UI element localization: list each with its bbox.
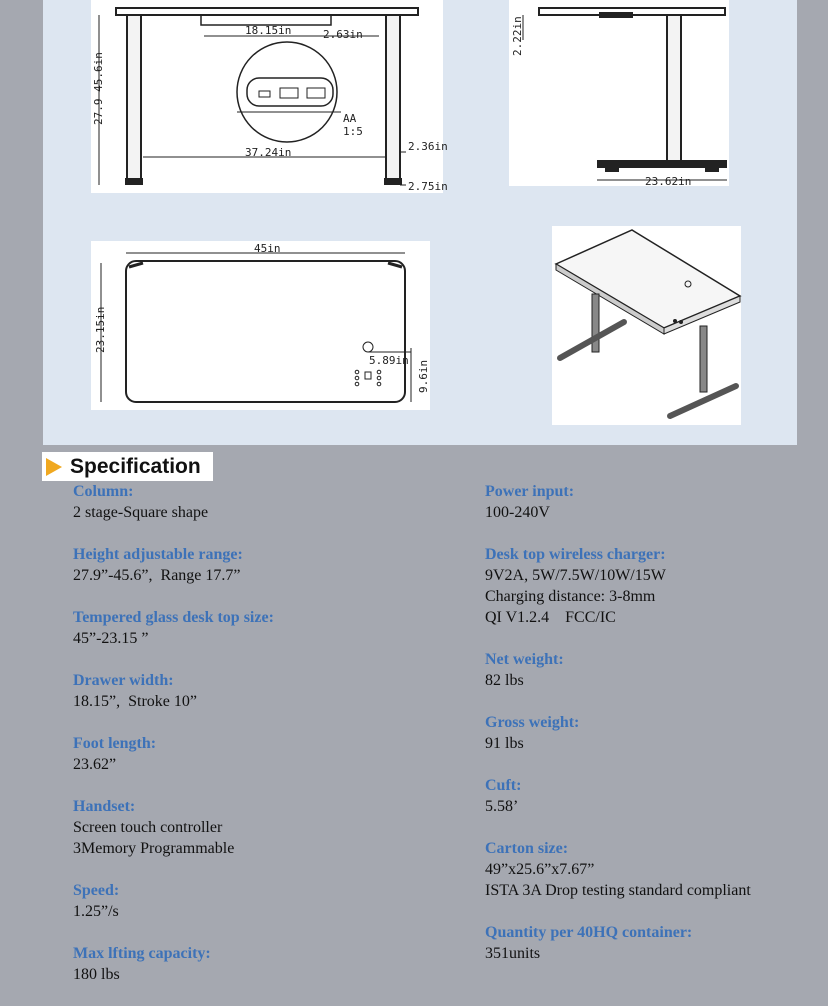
offset-y-label: 9.6in [417, 359, 430, 393]
spec-label: Desk top wireless charger: [485, 546, 666, 563]
spec-label: Carton size: [485, 840, 569, 857]
spec-net-weight [485, 649, 820, 691]
specs-right-column [485, 481, 820, 985]
spec-handset [73, 796, 463, 859]
spec-value: 82 lbs [485, 672, 524, 689]
spec-label: Foot length: [73, 735, 157, 752]
spec-height-range [73, 544, 463, 586]
drawer-width-label: 18.15in [245, 24, 292, 37]
spec-value: 100-240V [485, 504, 550, 521]
spec-label: Net weight: [485, 651, 564, 668]
spec-desk-top-size [73, 607, 463, 649]
spec-value: 180 lbs [73, 966, 120, 983]
side-foot-length-label: 23.62in [645, 175, 692, 188]
drawer-depth-label: 2.22in [511, 16, 524, 56]
spec-value: 5.58’ [485, 798, 519, 815]
spec-label: Max lfting capacity: [73, 945, 211, 962]
specification-heading [42, 452, 213, 481]
spec-cuft [485, 775, 820, 817]
spec-value: 91 lbs [485, 735, 524, 752]
spec-label: Column: [73, 483, 134, 500]
spec-value: ISTA 3A Drop testing standard compliant [485, 882, 751, 899]
spec-label: Handset: [73, 798, 136, 815]
spec-label: Drawer width: [73, 672, 174, 689]
front-view-drawing [91, 0, 448, 193]
leg-width-label: 2.36in [408, 140, 448, 153]
spec-label: Power input: [485, 483, 575, 500]
spec-carton-size [485, 838, 820, 901]
isometric-view-drawing [552, 226, 741, 425]
spec-label: Cuft: [485, 777, 522, 794]
spec-value: 18.15”, Stroke 10” [73, 693, 197, 710]
spec-column [73, 481, 463, 523]
spec-value: 351units [485, 945, 541, 962]
top-width-label: 45in [254, 242, 281, 255]
spec-value: QI V1.2.4 FCC/IC [485, 609, 616, 626]
leg-gap-label: 37.24in [245, 146, 292, 159]
top-depth-label: 23.15in [94, 306, 107, 353]
spec-power-input [485, 481, 820, 523]
spec-label: Quantity per 40HQ container: [485, 924, 693, 941]
drawer-offset-label: 2.63in [323, 28, 363, 41]
spec-drawer-width [73, 670, 463, 712]
spec-value: 1.25”/s [73, 903, 119, 920]
detail-scale: 1:5 [343, 125, 363, 138]
spec-label: Height adjustable range: [73, 546, 243, 563]
spec-value: 27.9”-45.6”, Range 17.7” [73, 567, 241, 584]
spec-foot-length [73, 733, 463, 775]
spec-value: 3Memory Programmable [73, 840, 235, 857]
spec-label: Speed: [73, 882, 120, 899]
spec-label: Gross weight: [485, 714, 580, 731]
side-view-drawing [509, 0, 729, 186]
spec-wireless-charger [485, 544, 820, 628]
specs-left-column [73, 481, 463, 1006]
spec-value: 45”-23.15 ” [73, 630, 149, 647]
detail-label: AA [343, 112, 357, 125]
foot-width-label: 2.75in [408, 180, 448, 193]
spec-max-lifting [73, 943, 463, 985]
spec-value: 49”x25.6”x7.67” [485, 861, 595, 878]
spec-value: 9V2A, 5W/7.5W/10W/15W [485, 567, 666, 584]
spec-speed [73, 880, 463, 922]
spec-quantity-40hq [485, 922, 820, 964]
spec-value: Screen touch controller [73, 819, 223, 836]
spec-value: 2 stage-Square shape [73, 504, 209, 521]
offset-x-label: 5.89in [369, 354, 409, 367]
top-view-svg [91, 241, 430, 410]
spec-value: 23.62” [73, 756, 117, 773]
spec-value: Charging distance: 3-8mm [485, 588, 656, 605]
isometric-view-svg [552, 226, 741, 425]
height-range-label: 27.9-45.6in [92, 52, 105, 125]
top-view-drawing [91, 241, 430, 410]
front-view-svg [91, 0, 448, 193]
spec-label: Tempered glass desk top size: [73, 609, 274, 626]
triangle-bullet-icon [46, 458, 62, 476]
specification-title: Specification [70, 454, 201, 478]
spec-gross-weight [485, 712, 820, 754]
side-view-svg [509, 0, 729, 186]
